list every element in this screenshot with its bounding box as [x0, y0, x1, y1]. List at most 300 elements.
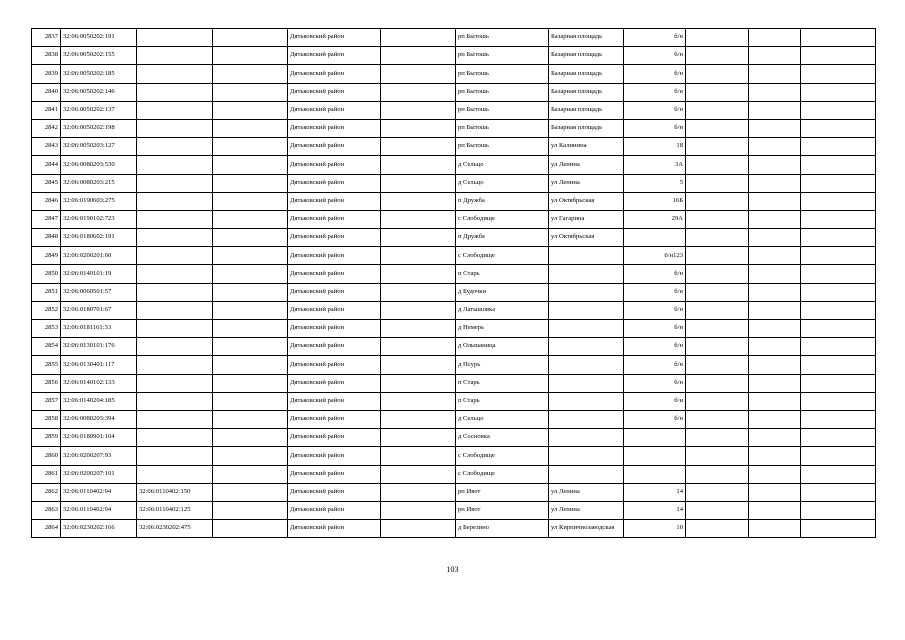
- empty-cell: [801, 429, 876, 447]
- district-cell: Дятьковский район: [288, 265, 381, 283]
- empty-cell: [381, 483, 456, 501]
- empty-cell: [213, 410, 288, 428]
- cadastral-number-cell: 32:06:0230202:166: [61, 520, 137, 538]
- related-cadastral-cell: [137, 374, 213, 392]
- district-cell: Дятьковский район: [288, 119, 381, 137]
- settlement-cell: рп Бытошь: [456, 119, 549, 137]
- cadastral-number-cell: 32:06:0060501:57: [61, 283, 137, 301]
- district-cell: Дятьковский район: [288, 374, 381, 392]
- street-cell: [549, 320, 624, 338]
- empty-cell: [213, 483, 288, 501]
- district-cell: Дятьковский район: [288, 138, 381, 156]
- empty-cell: [801, 283, 876, 301]
- cadastral-number-cell: 32:06:0130101:176: [61, 338, 137, 356]
- empty-cell: [686, 192, 749, 210]
- settlement-cell: п Старь: [456, 392, 549, 410]
- empty-cell: [749, 338, 801, 356]
- empty-cell: [686, 392, 749, 410]
- empty-cell: [801, 101, 876, 119]
- empty-cell: [801, 338, 876, 356]
- row-number-cell: 2846: [32, 192, 61, 210]
- street-cell: ул Ленина: [549, 483, 624, 501]
- district-cell: Дятьковский район: [288, 447, 381, 465]
- row-number-cell: 2850: [32, 265, 61, 283]
- house-number-cell: [624, 229, 686, 247]
- empty-cell: [381, 283, 456, 301]
- empty-cell: [749, 520, 801, 538]
- district-cell: Дятьковский район: [288, 338, 381, 356]
- row-number-cell: 2859: [32, 429, 61, 447]
- settlement-cell: п Старь: [456, 374, 549, 392]
- empty-cell: [381, 501, 456, 519]
- empty-cell: [749, 410, 801, 428]
- empty-cell: [686, 374, 749, 392]
- settlement-cell: рп Бытошь: [456, 101, 549, 119]
- row-number-cell: 2861: [32, 465, 61, 483]
- district-cell: Дятьковский район: [288, 465, 381, 483]
- house-number-cell: б/н: [624, 283, 686, 301]
- house-number-cell: 14: [624, 501, 686, 519]
- empty-cell: [213, 47, 288, 65]
- house-number-cell: 3А: [624, 156, 686, 174]
- empty-cell: [213, 83, 288, 101]
- settlement-cell: с Слободище: [456, 247, 549, 265]
- cadastral-number-cell: 32:06:0110402:94: [61, 501, 137, 519]
- district-cell: Дятьковский район: [288, 210, 381, 228]
- house-number-cell: 10: [624, 520, 686, 538]
- table-row: [32, 119, 876, 137]
- related-cadastral-cell: [137, 283, 213, 301]
- table-row: [32, 229, 876, 247]
- house-number-cell: б/н: [624, 301, 686, 319]
- street-cell: [549, 447, 624, 465]
- empty-cell: [381, 265, 456, 283]
- cadastral-number-cell: 32:06:0140204:185: [61, 392, 137, 410]
- empty-cell: [801, 465, 876, 483]
- district-cell: Дятьковский район: [288, 229, 381, 247]
- cadastral-number-cell: 32:06:0050202:137: [61, 101, 137, 119]
- row-number-cell: 2862: [32, 483, 61, 501]
- street-cell: ул Ленина: [549, 174, 624, 192]
- empty-cell: [381, 410, 456, 428]
- row-number-cell: 2853: [32, 320, 61, 338]
- row-number-cell: 2842: [32, 119, 61, 137]
- table-row: [32, 210, 876, 228]
- row-number-cell: 2847: [32, 210, 61, 228]
- district-cell: Дятьковский район: [288, 156, 381, 174]
- settlement-cell: д Сельцо: [456, 174, 549, 192]
- house-number-cell: б/н: [624, 83, 686, 101]
- empty-cell: [213, 210, 288, 228]
- empty-cell: [381, 138, 456, 156]
- street-cell: [549, 410, 624, 428]
- table-row: [32, 283, 876, 301]
- related-cadastral-cell: [137, 210, 213, 228]
- district-cell: Дятьковский район: [288, 174, 381, 192]
- empty-cell: [213, 29, 288, 47]
- settlement-cell: рп Бытошь: [456, 29, 549, 47]
- empty-cell: [381, 301, 456, 319]
- empty-cell: [686, 483, 749, 501]
- house-number-cell: [624, 465, 686, 483]
- row-number-cell: 2864: [32, 520, 61, 538]
- cadastral-number-cell: 32:06:0050202:185: [61, 65, 137, 83]
- cadastral-number-cell: 32:06:0180701:67: [61, 301, 137, 319]
- empty-cell: [686, 101, 749, 119]
- empty-cell: [381, 101, 456, 119]
- cadastral-number-cell: 32:06:0080203:530: [61, 156, 137, 174]
- related-cadastral-cell: [137, 119, 213, 137]
- empty-cell: [749, 101, 801, 119]
- house-number-cell: [624, 429, 686, 447]
- table-row: [32, 374, 876, 392]
- related-cadastral-cell: 32:06:0110402:150: [137, 483, 213, 501]
- page-number: 103: [446, 565, 459, 574]
- table-row: [32, 101, 876, 119]
- row-number-cell: 2860: [32, 447, 61, 465]
- settlement-cell: д Сельцо: [456, 156, 549, 174]
- related-cadastral-cell: [137, 465, 213, 483]
- empty-cell: [213, 174, 288, 192]
- empty-cell: [686, 465, 749, 483]
- district-cell: Дятьковский район: [288, 29, 381, 47]
- row-number-cell: 2848: [32, 229, 61, 247]
- row-number-cell: 2839: [32, 65, 61, 83]
- empty-cell: [801, 356, 876, 374]
- table-row: [32, 301, 876, 319]
- empty-cell: [686, 501, 749, 519]
- street-cell: ул Ленина: [549, 156, 624, 174]
- empty-cell: [213, 229, 288, 247]
- empty-cell: [749, 119, 801, 137]
- cadastral-number-cell: 32:06:0200207:93: [61, 447, 137, 465]
- street-cell: [549, 429, 624, 447]
- house-number-cell: б/н: [624, 265, 686, 283]
- empty-cell: [213, 465, 288, 483]
- related-cadastral-cell: [137, 192, 213, 210]
- empty-cell: [801, 447, 876, 465]
- table-row: [32, 501, 876, 519]
- empty-cell: [749, 174, 801, 192]
- empty-cell: [801, 156, 876, 174]
- empty-cell: [749, 465, 801, 483]
- house-number-cell: 29А: [624, 210, 686, 228]
- settlement-cell: д Березино: [456, 520, 549, 538]
- street-cell: ул Калинина: [549, 138, 624, 156]
- related-cadastral-cell: [137, 338, 213, 356]
- table-row: [32, 392, 876, 410]
- related-cadastral-cell: [137, 356, 213, 374]
- settlement-cell: д Немерь: [456, 320, 549, 338]
- empty-cell: [749, 301, 801, 319]
- table-row: [32, 483, 876, 501]
- related-cadastral-cell: [137, 156, 213, 174]
- district-cell: Дятьковский район: [288, 356, 381, 374]
- empty-cell: [801, 192, 876, 210]
- empty-cell: [686, 320, 749, 338]
- empty-cell: [801, 210, 876, 228]
- empty-cell: [381, 119, 456, 137]
- empty-cell: [686, 520, 749, 538]
- table-row: [32, 320, 876, 338]
- records-table: [31, 28, 876, 538]
- cadastral-number-cell: 32:06:0050202:155: [61, 47, 137, 65]
- table-row: [32, 247, 876, 265]
- table-row: [32, 156, 876, 174]
- street-cell: [549, 392, 624, 410]
- empty-cell: [801, 265, 876, 283]
- settlement-cell: с Слободище: [456, 465, 549, 483]
- street-cell: [549, 465, 624, 483]
- settlement-cell: с Слободище: [456, 447, 549, 465]
- street-cell: Базарная площадь: [549, 65, 624, 83]
- empty-cell: [213, 119, 288, 137]
- cadastral-number-cell: 32:06:0050202:198: [61, 119, 137, 137]
- empty-cell: [686, 265, 749, 283]
- empty-cell: [686, 338, 749, 356]
- empty-cell: [749, 447, 801, 465]
- empty-cell: [686, 156, 749, 174]
- empty-cell: [801, 138, 876, 156]
- row-number-cell: 2856: [32, 374, 61, 392]
- row-number-cell: 2851: [32, 283, 61, 301]
- settlement-cell: рп Ивот: [456, 501, 549, 519]
- row-number-cell: 2849: [32, 247, 61, 265]
- street-cell: Базарная площадь: [549, 47, 624, 65]
- cadastral-number-cell: 32:06:0140102:133: [61, 374, 137, 392]
- street-cell: [549, 301, 624, 319]
- row-number-cell: 2837: [32, 29, 61, 47]
- table-row: [32, 447, 876, 465]
- cadastral-number-cell: 32:06:0050202:191: [61, 29, 137, 47]
- related-cadastral-cell: [137, 301, 213, 319]
- related-cadastral-cell: [137, 429, 213, 447]
- related-cadastral-cell: [137, 29, 213, 47]
- related-cadastral-cell: 32:06:0230202:475: [137, 520, 213, 538]
- row-number-cell: 2838: [32, 47, 61, 65]
- settlement-cell: рп Бытошь: [456, 83, 549, 101]
- empty-cell: [801, 65, 876, 83]
- row-number-cell: 2843: [32, 138, 61, 156]
- house-number-cell: б/н: [624, 29, 686, 47]
- table-row: [32, 338, 876, 356]
- empty-cell: [686, 429, 749, 447]
- empty-cell: [801, 483, 876, 501]
- empty-cell: [686, 119, 749, 137]
- empty-cell: [749, 47, 801, 65]
- empty-cell: [381, 465, 456, 483]
- empty-cell: [749, 210, 801, 228]
- district-cell: Дятьковский район: [288, 501, 381, 519]
- house-number-cell: 16Б: [624, 192, 686, 210]
- house-number-cell: б/н: [624, 374, 686, 392]
- street-cell: [549, 247, 624, 265]
- empty-cell: [686, 301, 749, 319]
- empty-cell: [801, 320, 876, 338]
- house-number-cell: б/н: [624, 101, 686, 119]
- empty-cell: [749, 265, 801, 283]
- table-row: [32, 356, 876, 374]
- table-row: [32, 192, 876, 210]
- empty-cell: [686, 356, 749, 374]
- empty-cell: [213, 301, 288, 319]
- table-body: [32, 29, 876, 538]
- district-cell: Дятьковский район: [288, 410, 381, 428]
- cadastral-number-cell: 32:06:0080203:215: [61, 174, 137, 192]
- row-number-cell: 2844: [32, 156, 61, 174]
- house-number-cell: б/н: [624, 356, 686, 374]
- empty-cell: [213, 101, 288, 119]
- settlement-cell: п Дружба: [456, 192, 549, 210]
- table-row: [32, 520, 876, 538]
- empty-cell: [686, 174, 749, 192]
- empty-cell: [213, 501, 288, 519]
- street-cell: ул Ленина: [549, 501, 624, 519]
- empty-cell: [381, 174, 456, 192]
- empty-cell: [749, 283, 801, 301]
- empty-cell: [801, 119, 876, 137]
- empty-cell: [749, 65, 801, 83]
- empty-cell: [213, 65, 288, 83]
- house-number-cell: [624, 447, 686, 465]
- table-row: [32, 29, 876, 47]
- table-row: [32, 138, 876, 156]
- table-row: [32, 265, 876, 283]
- related-cadastral-cell: [137, 47, 213, 65]
- empty-cell: [801, 520, 876, 538]
- settlement-cell: д Псурь: [456, 356, 549, 374]
- cadastral-number-cell: 32:06:0080203:394: [61, 410, 137, 428]
- cadastral-number-cell: 32:06:0200207:101: [61, 465, 137, 483]
- empty-cell: [213, 429, 288, 447]
- empty-cell: [213, 320, 288, 338]
- district-cell: Дятьковский район: [288, 429, 381, 447]
- table-row: [32, 174, 876, 192]
- cadastral-number-cell: 32:06:0181101:33: [61, 320, 137, 338]
- empty-cell: [381, 83, 456, 101]
- empty-cell: [801, 374, 876, 392]
- empty-cell: [686, 29, 749, 47]
- related-cadastral-cell: [137, 410, 213, 428]
- empty-cell: [213, 247, 288, 265]
- empty-cell: [686, 210, 749, 228]
- related-cadastral-cell: [137, 65, 213, 83]
- empty-cell: [213, 447, 288, 465]
- empty-cell: [213, 265, 288, 283]
- house-number-cell: б/н: [624, 47, 686, 65]
- district-cell: Дятьковский район: [288, 101, 381, 119]
- empty-cell: [686, 410, 749, 428]
- house-number-cell: б/н: [624, 410, 686, 428]
- street-cell: Базарная площадь: [549, 101, 624, 119]
- row-number-cell: 2840: [32, 83, 61, 101]
- document-sheet: [31, 28, 875, 538]
- related-cadastral-cell: [137, 138, 213, 156]
- cadastral-number-cell: 32:06:0050203:127: [61, 138, 137, 156]
- empty-cell: [381, 520, 456, 538]
- cadastral-number-cell: 32:06:0180901:104: [61, 429, 137, 447]
- street-cell: [549, 374, 624, 392]
- empty-cell: [213, 374, 288, 392]
- empty-cell: [749, 229, 801, 247]
- house-number-cell: б/н: [624, 392, 686, 410]
- settlement-cell: рп Ивот: [456, 483, 549, 501]
- district-cell: Дятьковский район: [288, 283, 381, 301]
- empty-cell: [749, 429, 801, 447]
- street-cell: Базарная площадь: [549, 119, 624, 137]
- table-row: [32, 465, 876, 483]
- cadastral-number-cell: 32:06:0200201:60: [61, 247, 137, 265]
- row-number-cell: 2841: [32, 101, 61, 119]
- empty-cell: [686, 83, 749, 101]
- settlement-cell: д Сельцо: [456, 410, 549, 428]
- empty-cell: [801, 501, 876, 519]
- settlement-cell: п Старь: [456, 265, 549, 283]
- street-cell: [549, 265, 624, 283]
- empty-cell: [213, 520, 288, 538]
- empty-cell: [381, 356, 456, 374]
- house-number-cell: 18: [624, 138, 686, 156]
- empty-cell: [686, 47, 749, 65]
- cadastral-number-cell: 32:06:0130401:117: [61, 356, 137, 374]
- table-row: [32, 83, 876, 101]
- row-number-cell: 2852: [32, 301, 61, 319]
- cadastral-number-cell: 32:06:0140101:19: [61, 265, 137, 283]
- row-number-cell: 2855: [32, 356, 61, 374]
- settlement-cell: рп Бытошь: [456, 65, 549, 83]
- empty-cell: [749, 83, 801, 101]
- empty-cell: [213, 392, 288, 410]
- empty-cell: [801, 410, 876, 428]
- related-cadastral-cell: [137, 447, 213, 465]
- cadastral-number-cell: 32:06:0110402:94: [61, 483, 137, 501]
- settlement-cell: д Латышовка: [456, 301, 549, 319]
- empty-cell: [801, 247, 876, 265]
- district-cell: Дятьковский район: [288, 320, 381, 338]
- empty-cell: [801, 47, 876, 65]
- empty-cell: [749, 392, 801, 410]
- house-number-cell: б/н: [624, 119, 686, 137]
- related-cadastral-cell: [137, 83, 213, 101]
- empty-cell: [749, 247, 801, 265]
- empty-cell: [749, 138, 801, 156]
- district-cell: Дятьковский район: [288, 520, 381, 538]
- empty-cell: [801, 229, 876, 247]
- empty-cell: [213, 283, 288, 301]
- settlement-cell: п Дружба: [456, 229, 549, 247]
- empty-cell: [381, 429, 456, 447]
- table-row: [32, 65, 876, 83]
- district-cell: Дятьковский район: [288, 247, 381, 265]
- empty-cell: [213, 156, 288, 174]
- district-cell: Дятьковский район: [288, 392, 381, 410]
- street-cell: [549, 283, 624, 301]
- empty-cell: [381, 447, 456, 465]
- settlement-cell: д Сосновка: [456, 429, 549, 447]
- related-cadastral-cell: [137, 265, 213, 283]
- empty-cell: [381, 47, 456, 65]
- cadastral-number-cell: 32:06:0190603:275: [61, 192, 137, 210]
- street-cell: [549, 356, 624, 374]
- empty-cell: [381, 374, 456, 392]
- empty-cell: [213, 138, 288, 156]
- related-cadastral-cell: [137, 247, 213, 265]
- empty-cell: [801, 83, 876, 101]
- empty-cell: [381, 392, 456, 410]
- empty-cell: [801, 29, 876, 47]
- house-number-cell: 5: [624, 174, 686, 192]
- district-cell: Дятьковский район: [288, 301, 381, 319]
